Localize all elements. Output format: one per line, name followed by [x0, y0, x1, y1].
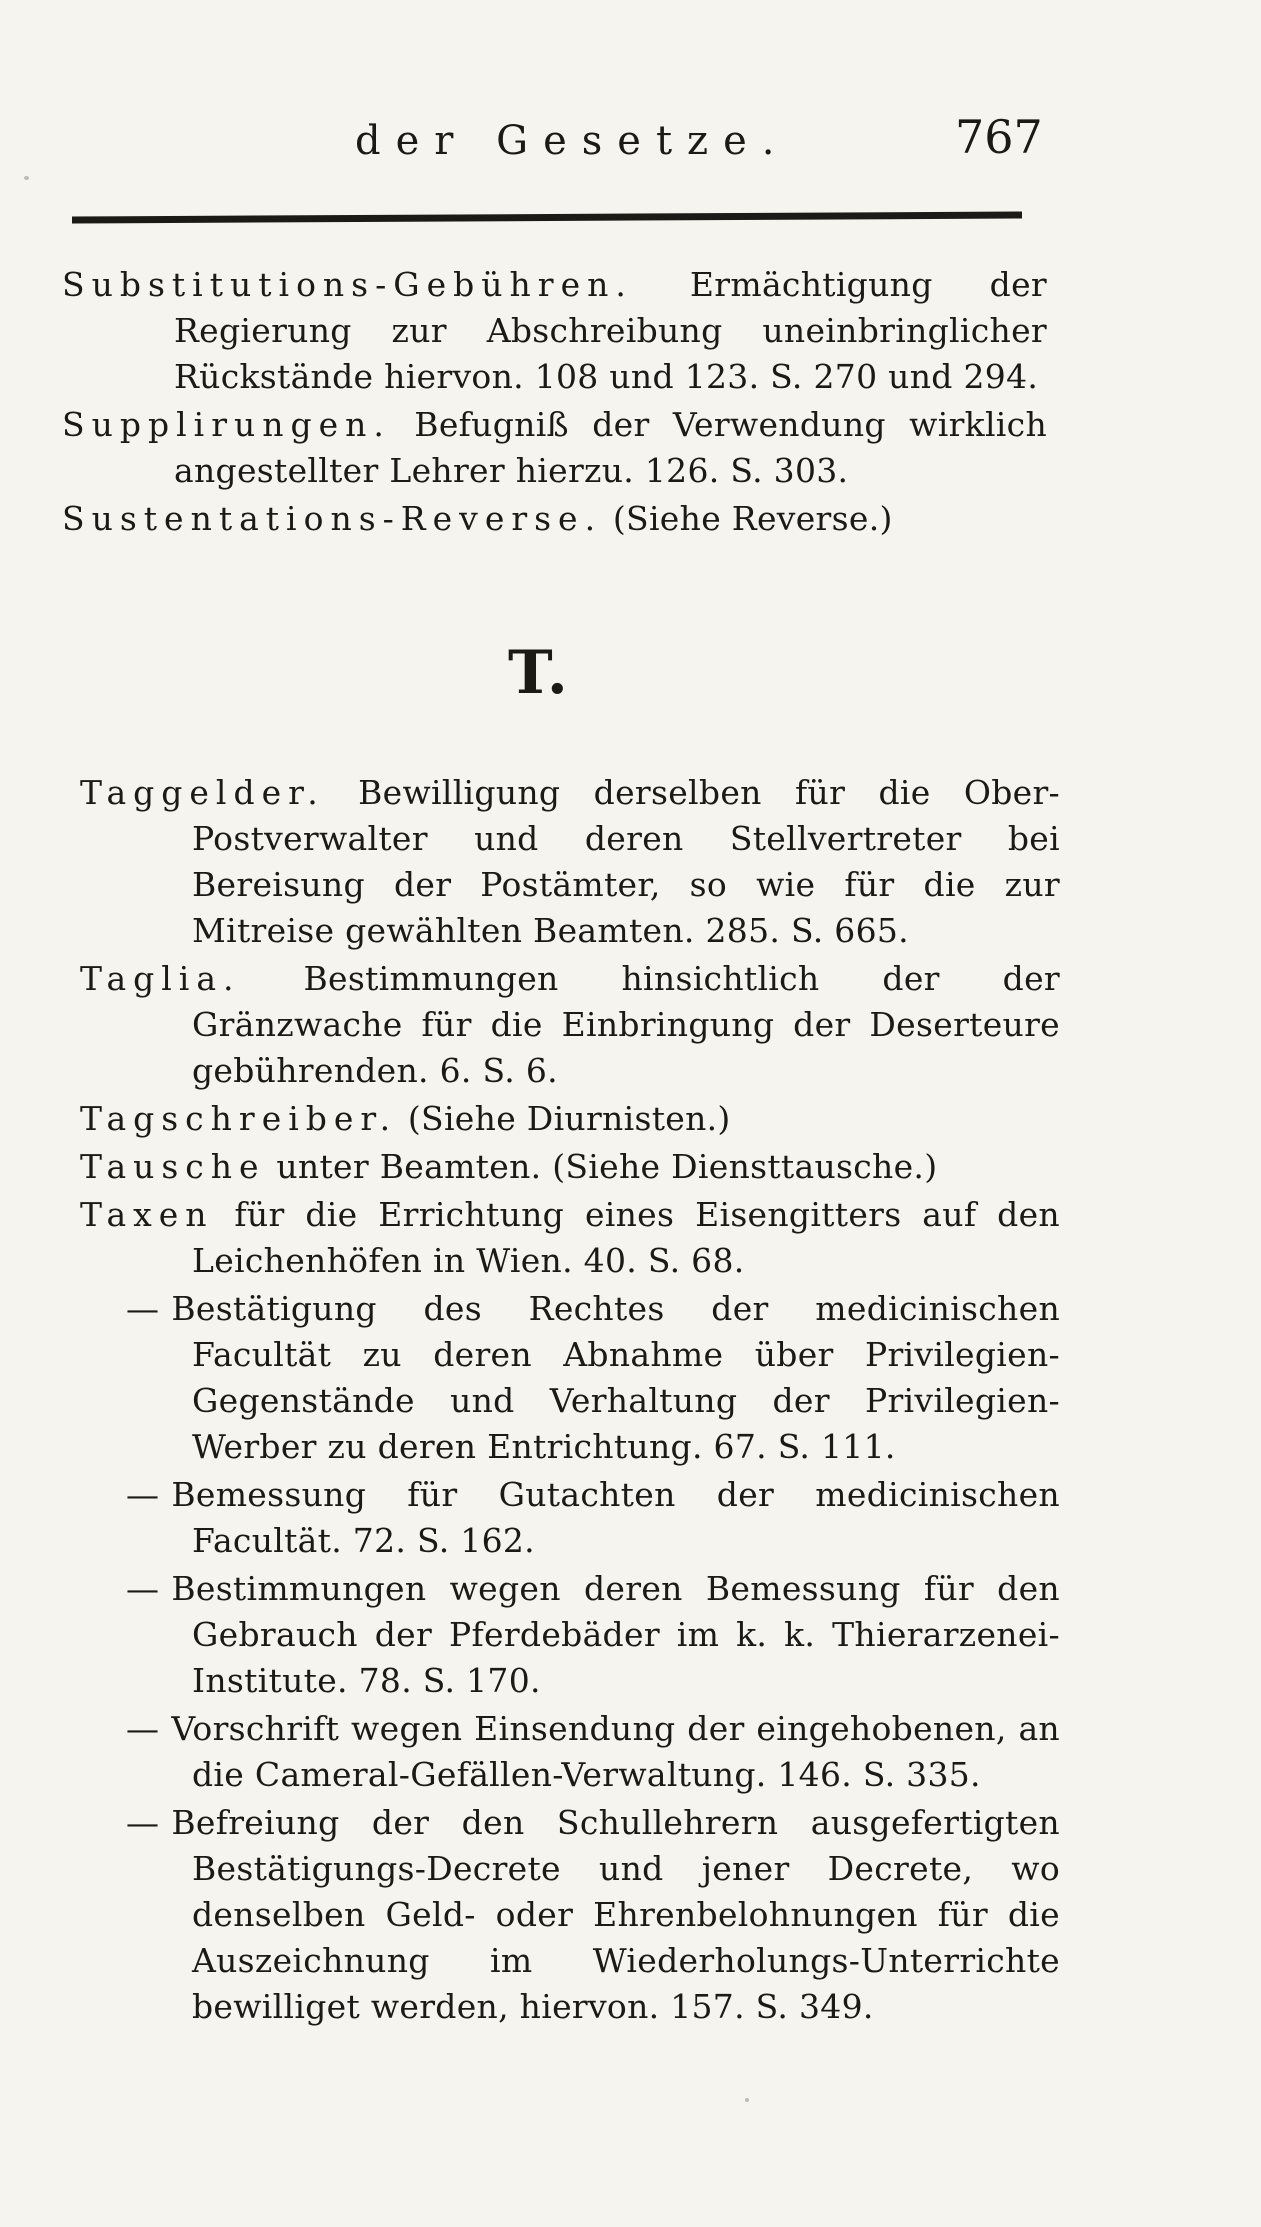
entry-text: Befugniß der Verwendung wirklich angestellter Lehrer hierzu. 126. S. 303.: [174, 405, 1047, 490]
entry-text: Ermächtigung der Regierung zur Abschreibung uneinbringlicher Rückstände hiervon. 108 und 123. S. 270 und 294.: [174, 265, 1047, 396]
index-entry: [80, 1096, 1060, 1142]
entry-headword: Tausche: [80, 1147, 266, 1186]
entry-text: (Siehe Reverse.): [612, 499, 893, 538]
entry-headword: Taggelder.: [80, 773, 325, 812]
entry-headword: Supplirungen.: [62, 405, 391, 444]
index-subentry: [80, 1800, 1060, 2030]
header-rule: [72, 212, 1022, 224]
entry-text: Befreiung der den Schullehrern ausgefertigten Bestätigungs-Decrete und jener Decrete, wo denselben Geld- oder Ehrenbelohnungen für die Auszeichnung im Wiederholungs-Unterrichte bewilliget werden, hiervon. 157. S. 349.: [171, 1803, 1060, 2026]
subentry-dash: —: [126, 1289, 160, 1328]
index-section-s: [62, 262, 1047, 544]
paper-speck: [745, 2098, 749, 2102]
entry-headword: Tagschreiber.: [80, 1099, 398, 1138]
subentry-dash: —: [126, 1803, 160, 1842]
entry-text: Bemessung für Gutachten der medicinischen Facultät. 72. S. 162.: [171, 1475, 1060, 1560]
running-head: der Gesetze.: [355, 118, 790, 164]
paper-speck: [24, 176, 29, 180]
index-entry: [62, 496, 1047, 542]
entry-headword: Taxen: [80, 1195, 214, 1234]
index-entry: [62, 402, 1047, 494]
index-entry: [80, 1144, 1060, 1190]
index-section-t: [80, 770, 1060, 2032]
subentry-dash: —: [126, 1475, 160, 1514]
entry-text: unter Beamten. (Siehe Diensttausche.): [276, 1147, 938, 1186]
entry-text: Bestätigung des Rechtes der medicinischen Facultät zu deren Abnahme über Privilegien-Gegenstände und Verhaltung der Privilegien-Werber zu deren Entrichtung. 67. S. 111.: [171, 1289, 1060, 1466]
index-subentry: [80, 1286, 1060, 1470]
index-entry: [80, 1192, 1060, 1284]
entry-text: Bewilligung derselben für die Ober-Postverwalter und deren Stellvertreter bei Bereisung der Postämter, so wie für die zur Mitreise gewählten Beamten. 285. S. 665.: [192, 773, 1060, 950]
entry-headword: Taglia.: [80, 959, 241, 998]
page-number: 767: [955, 110, 1043, 164]
entry-text: Bestimmungen wegen deren Bemessung für den Gebrauch der Pferdebäder im k. k. Thierarzenei-Institute. 78. S. 170.: [171, 1569, 1060, 1700]
section-letter-heading: T.: [508, 638, 570, 708]
entry-text: Bestimmungen hinsichtlich der der Gränzwache für die Einbringung der Deserteure gebührenden. 6. S. 6.: [192, 959, 1060, 1090]
subentry-dash: —: [126, 1569, 160, 1608]
entry-headword: Substitutions-Gebühren.: [62, 265, 633, 304]
entry-headword: Sustentations-Reverse.: [62, 499, 603, 538]
index-subentry: [80, 1566, 1060, 1704]
entry-text: Vorschrift wegen Einsendung der eingehobenen, an die Cameral-Gefällen-Verwaltung. 146. S. 335.: [171, 1709, 1060, 1794]
index-entry: [80, 770, 1060, 954]
index-subentry: [80, 1472, 1060, 1564]
index-entry: [80, 956, 1060, 1094]
entry-text: für die Errichtung eines Eisengitters auf den Leichenhöfen in Wien. 40. S. 68.: [192, 1195, 1060, 1280]
subentry-dash: —: [126, 1709, 160, 1748]
index-entry: [62, 262, 1047, 400]
index-subentry: [80, 1706, 1060, 1798]
entry-text: (Siehe Diurnisten.): [407, 1099, 731, 1138]
